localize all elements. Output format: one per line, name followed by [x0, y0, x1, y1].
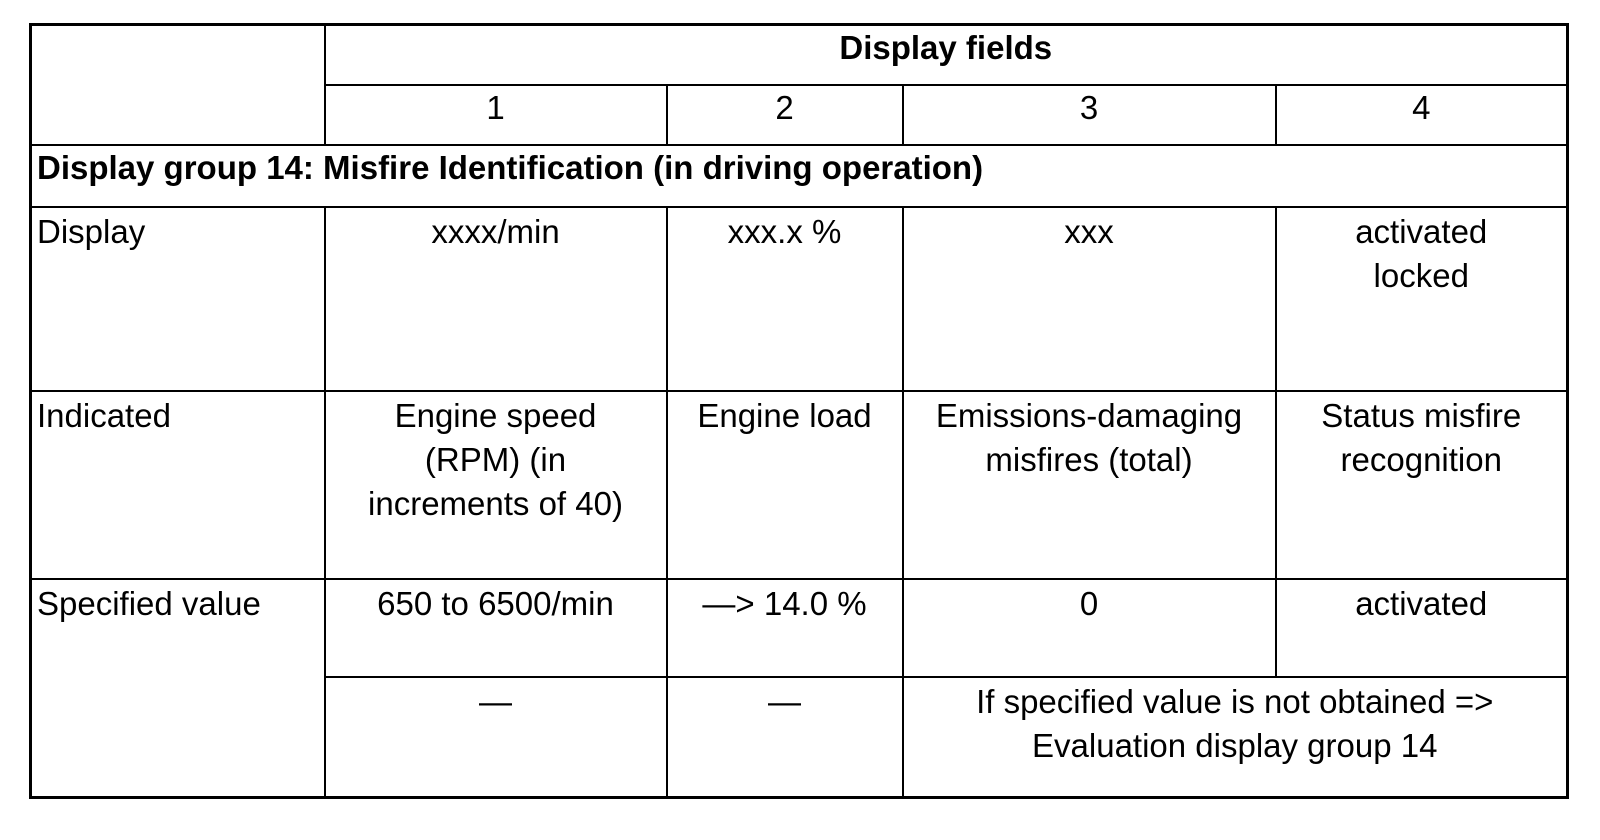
row-label-indicated: Indicated	[31, 391, 325, 579]
display-field-4: activated locked	[1355, 213, 1488, 294]
display-field-1: xxxx/min	[431, 213, 560, 250]
specified-field-3: 0	[1079, 585, 1099, 622]
field-number-4: 4	[1276, 85, 1568, 145]
group-title: Display group 14: Misfire Identification (in driving operation)	[31, 145, 1568, 207]
specified-field-1: 650 to 6500/min	[377, 585, 614, 622]
table-row	[31, 391, 1568, 579]
indicated-field-4: Status misfire recognition	[1321, 397, 1522, 478]
specified-field-2: —> 14.0 %	[702, 585, 867, 622]
table-row	[31, 579, 1568, 677]
evaluation-note: If specified value is not obtained => Evaluation display group 14	[976, 683, 1494, 764]
row-label-display: Display	[31, 207, 325, 391]
specified-field-4: activated	[1355, 585, 1488, 622]
display-fields-header: Display fields	[325, 25, 1568, 86]
indicated-field-1: Engine speed (RPM) (in increments of 40)	[368, 397, 623, 522]
display-field-2: xxx.x %	[727, 213, 842, 250]
display-field-3: xxx	[1064, 213, 1114, 250]
extra-field-1: —	[479, 683, 512, 720]
display-group-table	[29, 23, 1569, 799]
indicated-field-3: Emissions-damaging misfires (total)	[935, 397, 1243, 478]
row-label-specified: Specified value	[31, 579, 325, 798]
table-row	[31, 207, 1568, 391]
field-number-2: 2	[667, 85, 903, 145]
indicated-field-2: Engine load	[697, 397, 872, 434]
header-row	[31, 25, 1568, 86]
group-title-row	[31, 145, 1568, 207]
corner-cell	[31, 25, 325, 146]
field-number-3: 3	[903, 85, 1276, 145]
field-number-1: 1	[325, 85, 667, 145]
extra-field-2: —	[768, 683, 801, 720]
